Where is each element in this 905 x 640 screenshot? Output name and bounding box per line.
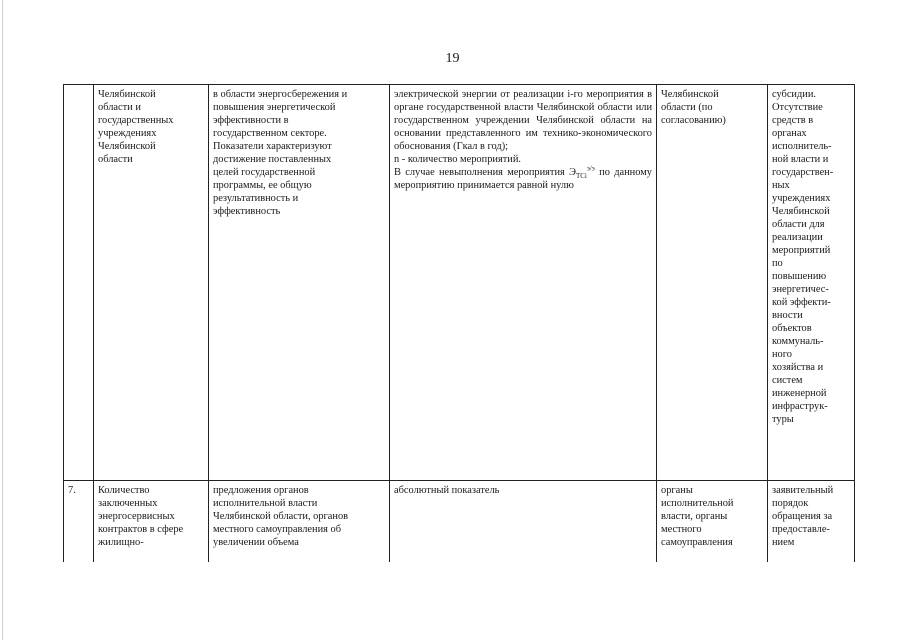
table-row bbox=[64, 85, 855, 481]
row-number-cell bbox=[64, 85, 94, 481]
calculation-zero-rule: В случае невыполнения мероприятия $Э_{ТСi}^{э/э}$ по данному мероприятию принимается равной нулю bbox=[394, 164, 652, 191]
indicator-table bbox=[63, 84, 855, 562]
indicator-description-cell: в области энергосбережения и повышения энергетической эффективности в государственном секторе. Показатели характеризуют достижение поставленных целей государственной программы, ее общую результативность и эффективность bbox=[209, 85, 390, 481]
indicator-name-cell: Челябинской области и государственных учреждениях Челябинской области bbox=[94, 85, 209, 481]
calculation-method-cell bbox=[390, 85, 657, 481]
calculation-method-cell: абсолютный показатель bbox=[390, 481, 657, 563]
responsible-body-cell: Челябинской области (по согласованию) bbox=[657, 85, 768, 481]
calculation-text: электрической энергии от реализации i-го мероприятия в органе государственной власти Челябинской области или государственном учреждении Челябинской области на основании представленного им технико-экономического обоснования (Гкал в год); bbox=[394, 89, 652, 152]
calculation-n-definition: n - количество мероприятий. bbox=[394, 154, 521, 165]
page-number: 19 bbox=[445, 51, 460, 66]
indicator-name-cell: Количество заключенных энергосервисных контрактов в сфере жилищно- bbox=[94, 481, 209, 563]
notes-cell: заявительный порядок обращения за предоставле- нием bbox=[768, 481, 855, 563]
notes-cell: субсидии. Отсутствие средств в органах исполнитель- ной власти и государствен- ных учреждениях Челябинской области для реализации мероприятий по повышению энергетичес- кой эффекти- вности объектов коммуналь- ного хозяйства и систем инженерной инфраструк- туры bbox=[768, 85, 855, 481]
scan-edge-line bbox=[2, 0, 3, 640]
row-number-cell: 7. bbox=[64, 481, 94, 563]
indicator-description-cell: предложения органов исполнительной власти Челябинской области, органов местного самоуправления об увеличении объема bbox=[209, 481, 390, 563]
table-row bbox=[64, 481, 855, 563]
responsible-body-cell: органы исполнительной власти, органы местного самоуправления bbox=[657, 481, 768, 563]
